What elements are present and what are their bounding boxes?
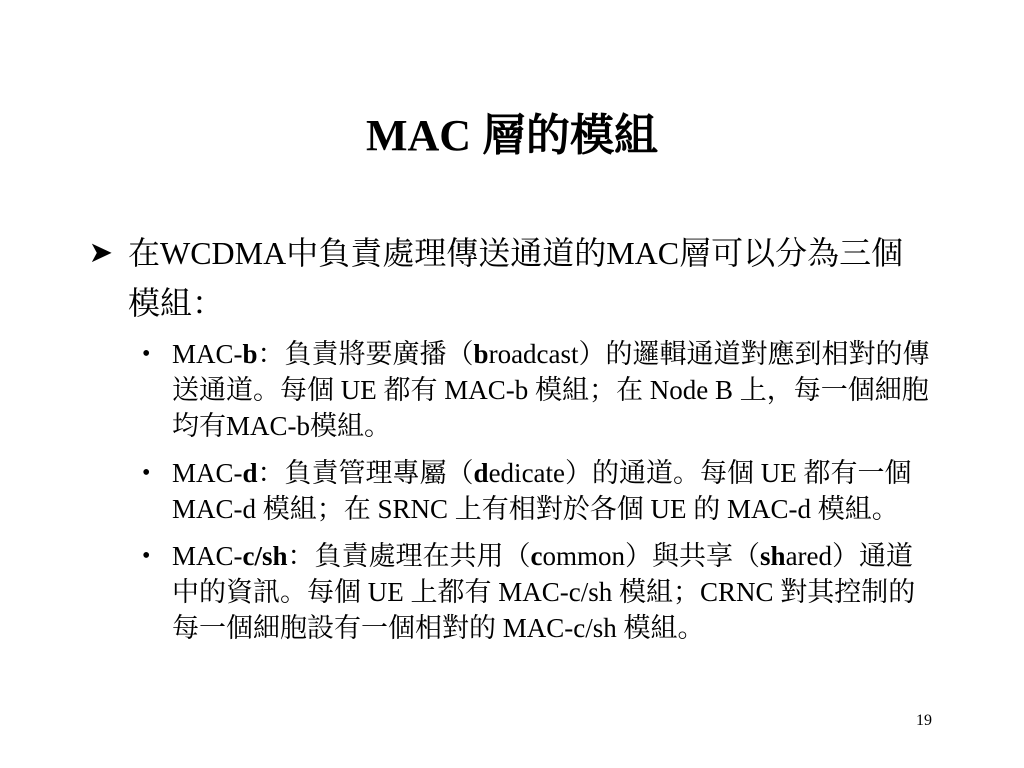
list-item-mac-d [140,455,932,527]
main-point-text: 在WCDMA中負責處理傳送通道的MAC層可以分為三個模組： [128,235,904,321]
module-name-bold: d [242,458,258,488]
keyword-rest: roadcast [488,339,579,369]
module-name-prefix: MAC- [172,541,243,571]
bullet-lead: ：負責將要廣播（ [257,339,474,369]
bullet-description: ）通道中的資訊。每個 UE 上都有 MAC-c/sh 模組；CRNC 對其控制的每一個細胞設有一個相對的 MAC-c/sh 模組。 [172,541,916,643]
arrow-bullet-icon: ➤ [90,238,112,267]
bullet-dot-icon: • [142,341,151,367]
bullet-lead: ：負責管理專屬（ [257,458,474,488]
page-number: 19 [916,712,932,729]
keyword2-bold: sh [760,541,786,571]
module-name-prefix: MAC- [172,339,243,369]
sub-bullet-list [140,336,940,657]
slide-title: MAC 層的模組 [365,111,659,160]
list-item-mac-b [140,336,932,444]
keyword-bold: c [530,541,543,571]
bullet-dot-icon: • [142,460,151,486]
keyword-rest: ommon [542,541,626,571]
keyword-rest: edicate [488,458,566,488]
module-name-bold: c/sh [242,541,288,571]
bullet-dot-icon: • [142,543,151,569]
list-item-mac-c-sh [140,538,932,646]
module-name-prefix: MAC- [172,458,243,488]
main-point [90,228,950,328]
bullet-description: ）的邏輯通道對應到相對的傳送通道。每個 UE 都有 MAC-b 模組；在 Node B 上，每一個細胞均有MAC-b模組。 [172,339,930,441]
module-name-bold: b [242,339,258,369]
bullet-description: ）的通道。每個 UE 都有一個 MAC-d 模組；在 SRNC 上有相對於各個 UE 的 MAC-d 模組。 [172,458,912,524]
keyword-bold: b [473,339,489,369]
bullet-mid: ）與共享（ [625,541,761,571]
bullet-lead: ：負責處理在共用（ [287,541,531,571]
keyword2-rest: ared [785,541,833,571]
keyword-bold: d [473,458,489,488]
